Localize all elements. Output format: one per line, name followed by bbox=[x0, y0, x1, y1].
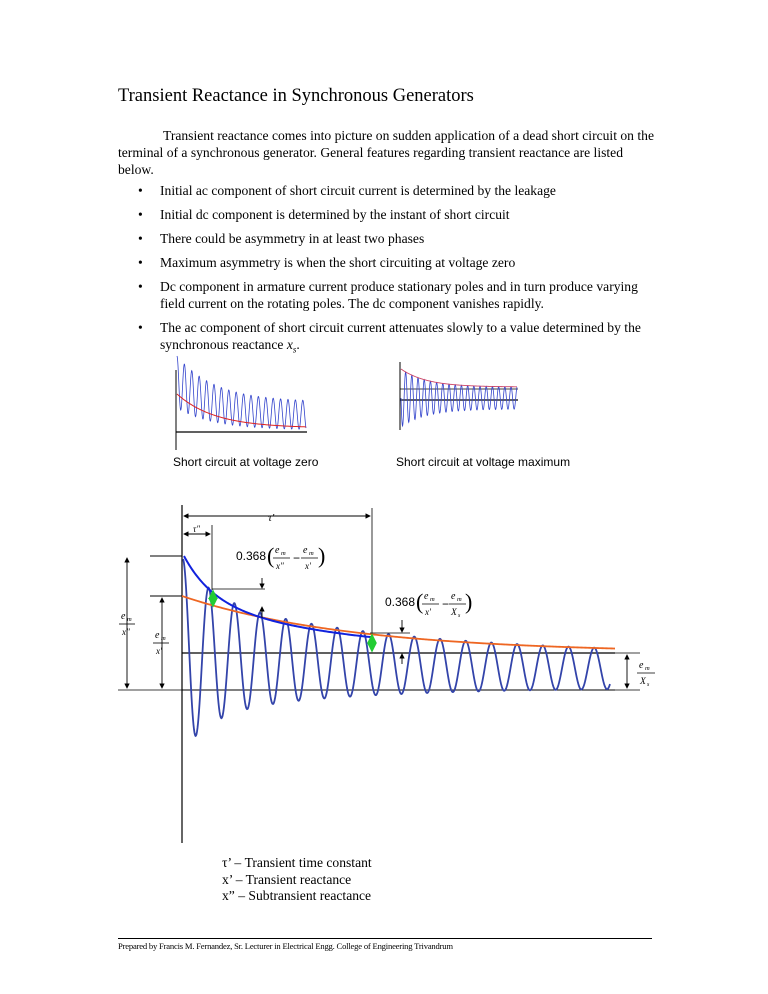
bullet-symbol: • bbox=[138, 320, 143, 335]
right-paren: ) bbox=[465, 589, 473, 614]
em-subscript: m bbox=[645, 665, 650, 672]
em-subscript: m bbox=[127, 616, 132, 623]
em-symbol: e bbox=[303, 545, 308, 556]
em-subscript: m bbox=[161, 635, 166, 642]
coefficient-label: 0.368 bbox=[236, 549, 267, 563]
caption-voltage-zero: Short circuit at voltage zero bbox=[173, 455, 319, 469]
list-item-text: Maximum asymmetry is when the short circuiting at voltage zero bbox=[160, 255, 516, 270]
synchronous-reactance-symbol: x bbox=[286, 337, 293, 352]
list-item-text: Dc component in armature current produce stationary poles and in turn produce varying field current on the rotating poles. The dc component vanishes rapidly. bbox=[160, 279, 638, 311]
legend-x-double-prime: x” – Subtransient reactance bbox=[222, 888, 372, 903]
x-prime-symbol: x' bbox=[305, 561, 311, 571]
minus-sign: − bbox=[442, 597, 450, 611]
xs-symbol: X bbox=[451, 608, 457, 618]
em-symbol: e bbox=[275, 545, 280, 556]
legend-tau-prime: τ’ – Transient time constant bbox=[222, 855, 372, 870]
legend-x-prime: x’ – Transient reactance bbox=[222, 871, 352, 887]
em-over-xs-label bbox=[637, 660, 655, 688]
synchronous-reactance-subscript: s bbox=[292, 344, 297, 355]
em-subscript: m bbox=[281, 550, 286, 557]
em-symbol: e bbox=[121, 611, 126, 622]
armature-current-waveform bbox=[183, 559, 610, 736]
x-prime-symbol: x' bbox=[425, 607, 431, 617]
coefficient-label: 0.368 bbox=[385, 595, 416, 609]
bullet-symbol: • bbox=[138, 255, 143, 270]
footer-divider bbox=[118, 938, 652, 939]
list-item-text: The ac component of short circuit current attenuates slowly to a value determined by the synchronous reactance bbox=[160, 320, 641, 352]
annotation-two-label bbox=[385, 589, 472, 619]
x-prime-symbol: x' bbox=[156, 646, 162, 656]
annotation-one-label bbox=[236, 543, 325, 571]
em-subscript: m bbox=[430, 596, 435, 603]
tau-double-label: τ" bbox=[193, 524, 201, 534]
xs-subscript: s bbox=[458, 613, 461, 619]
bullet-symbol: • bbox=[138, 183, 143, 198]
right-paren: ) bbox=[318, 543, 326, 568]
em-over-x-prime-label bbox=[153, 630, 169, 656]
bullet-symbol: • bbox=[138, 231, 143, 246]
list-item-text: Initial dc component is determined by the instant of short circuit bbox=[160, 207, 510, 222]
em-symbol: e bbox=[155, 630, 160, 641]
sentence-end: . bbox=[296, 337, 300, 352]
footer-credit: Prepared by Francis M. Fernandez, Sr. Lecturer in Electrical Engg. College of Engineering Trivandrum bbox=[118, 941, 453, 951]
em-symbol: e bbox=[451, 591, 456, 602]
intro-text: Transient reactance comes into picture on sudden application of a dead short circuit on the terminal of a synchronous generator. General features regarding transient reactance are listed below. bbox=[118, 128, 654, 177]
left-paren: ( bbox=[416, 589, 424, 614]
left-paren: ( bbox=[267, 543, 275, 568]
symbol-legend bbox=[222, 855, 372, 905]
em-subscript: m bbox=[309, 550, 314, 557]
xs-subscript: s bbox=[647, 682, 650, 688]
list-item-text: Initial ac component of short circuit current is determined by the leakage bbox=[160, 183, 556, 198]
bullet-symbol: • bbox=[138, 207, 143, 222]
x-double-symbol: x" bbox=[122, 627, 130, 637]
xs-symbol: X bbox=[640, 677, 646, 687]
page-title: Transient Reactance in Synchronous Generators bbox=[118, 86, 474, 106]
em-symbol: e bbox=[424, 591, 429, 602]
x-double-symbol: x" bbox=[276, 561, 284, 571]
bullet-symbol: • bbox=[138, 279, 143, 294]
list-item-text: There could be asymmetry in at least two phases bbox=[160, 231, 425, 246]
em-symbol: e bbox=[639, 660, 644, 671]
tau-prime-label: τ' bbox=[268, 512, 275, 524]
minus-sign: − bbox=[293, 551, 301, 565]
em-subscript: m bbox=[457, 596, 462, 603]
caption-voltage-maximum: Short circuit at voltage maximum bbox=[396, 455, 571, 469]
